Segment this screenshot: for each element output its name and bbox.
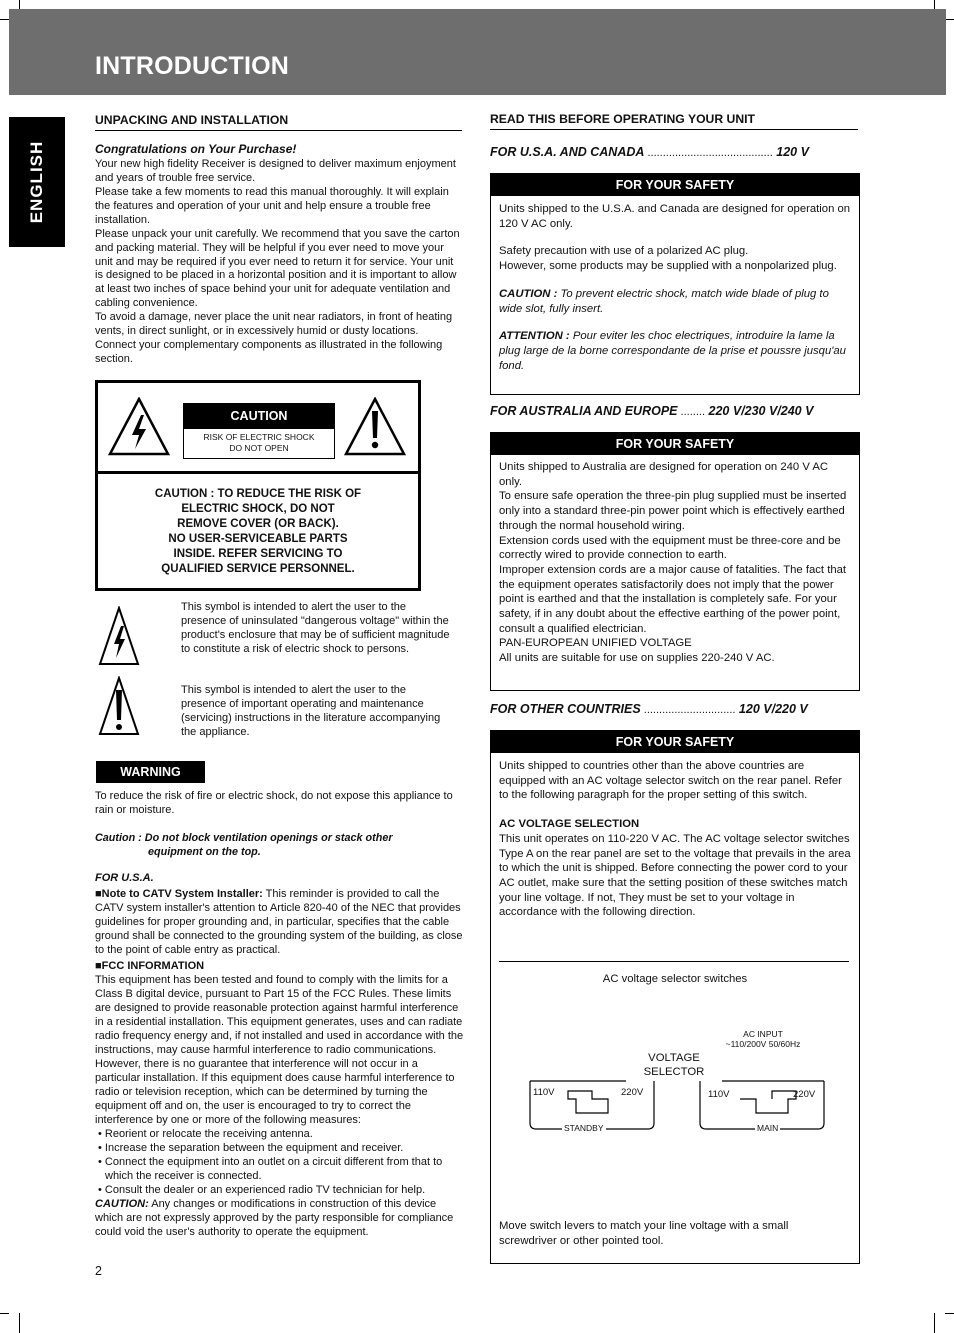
vent-caution: Caution : Do not block ventilation openings or stack other bbox=[95, 831, 393, 844]
safety-box-usa bbox=[490, 173, 860, 395]
symbol1-text: This symbol is intended to alert the user to the presence of uninsulated "dangerous voltage" within the product's enclosure that may be of sufficient magnitude to constitute a risk of electric shock to persons. bbox=[181, 601, 450, 655]
page-title: INTRODUCTION bbox=[95, 52, 290, 80]
voltage-selector-label bbox=[626, 1051, 722, 1079]
caution-label-sub: DO NOT OPEN bbox=[229, 443, 289, 453]
plug-caution bbox=[499, 287, 851, 316]
voltline-dots: ........ bbox=[677, 406, 706, 418]
caution-line: QUALIFIED SERVICE PERSONNEL. bbox=[161, 563, 355, 575]
intro-paragraph: Please unpack your unit carefully. We recommend that you save the carton and packing material. They will be helpful if you ever need to move your unit and may be required if you ever need to return it for service. Your unit is designed to be placed in a horizontal position and it is important to allow at least two inches of space behind your unit for adequate ventilation and cabling convenience. bbox=[95, 227, 460, 310]
language-tab bbox=[9, 117, 65, 247]
safety-text: PAN-EUROPEAN UNIFIED VOLTAGE bbox=[499, 637, 692, 650]
final-caution-label: CAUTION: bbox=[95, 1197, 149, 1210]
other-countries-line bbox=[490, 702, 856, 718]
catv-title: Note to CATV System Installer: bbox=[101, 888, 263, 901]
attention-text: Pour eviter les choc electriques, introduire la lame la plug large de la borne correspondante de la prise et poussre jusqu'au fond. bbox=[499, 330, 846, 372]
voltage-selector-line: VOLTAGE bbox=[648, 1052, 700, 1064]
vent-caution: equipment on the top. bbox=[148, 845, 261, 858]
safety-bar: FOR YOUR SAFETY bbox=[491, 174, 859, 196]
intro-paragraph: Your new high fidelity Receiver is designed to deliver maximum enjoyment and years of trouble free service. bbox=[95, 157, 456, 184]
voltline-dots: ......................................... bbox=[644, 147, 773, 159]
safety-text: Safety precaution with use of a polarized AC plug. bbox=[499, 245, 749, 258]
crop-mark bbox=[945, 1313, 954, 1314]
voltline-label: FOR U.S.A. AND CANADA bbox=[490, 145, 645, 159]
catv-text: This reminder is provided to call the CATV system installer's attention to Article 820-40 of the NEC that provides guidelines for proper grounding and, in particular, specifies that the cable ground shall be connected to the grounding system of the building, as close to the point of cable entry as practical. bbox=[95, 888, 463, 957]
right-heading-wrap bbox=[490, 112, 858, 130]
caution-label bbox=[183, 403, 335, 459]
voltline-volts: 220 V/230 V/240 V bbox=[705, 404, 814, 418]
crop-mark bbox=[934, 0, 935, 9]
crop-mark bbox=[19, 1313, 20, 1333]
ac-input-label bbox=[723, 1029, 803, 1049]
safety-box-other bbox=[490, 730, 860, 1264]
caution-line: NO USER-SERVICEABLE PARTS bbox=[168, 533, 348, 545]
language-label: ENGLISH bbox=[27, 140, 47, 224]
left-110v-label: 110V bbox=[533, 1087, 555, 1098]
ac-input-line: AC INPUT bbox=[743, 1029, 783, 1039]
diagram-caption: AC voltage selector switches bbox=[602, 973, 748, 985]
crop-mark bbox=[934, 1313, 935, 1333]
voltage-selector-line: SELECTOR bbox=[643, 1066, 705, 1078]
fcc-measure-text: Consult the dealer or an experienced radio TV technician for help. bbox=[104, 1183, 426, 1196]
safety-text: Improper extension cords are a major cause of fatalities. The fact that the equipment operates satisfactorily does not imply that the power point is earthed and that the installation is completely safe. For your safety, if in any doubt about the effective earthing of the power point, consult a qualified electrician. bbox=[499, 563, 847, 635]
caution-label-sub: RISK OF ELECTRIC SHOCK bbox=[203, 432, 315, 442]
safety-text: All units are suitable for use on supplies 220-240 V AC. bbox=[499, 652, 775, 665]
divider bbox=[499, 961, 849, 962]
fcc-measure-text: Reorient or relocate the receiving antenna. bbox=[104, 1127, 313, 1140]
aus-europe-line bbox=[490, 404, 856, 420]
safety-text: However, some products may be supplied with a nonpolarized plug. bbox=[499, 260, 837, 273]
fcc-measure-text: Increase the separation between the equipment and receiver. bbox=[104, 1141, 404, 1154]
caution-line: CAUTION : TO REDUCE THE RISK OF bbox=[154, 488, 362, 500]
exclamation-triangle-icon bbox=[344, 397, 406, 457]
warning-text: To reduce the risk of fire or electric shock, do not expose this appliance to rain or moisture. bbox=[95, 790, 453, 816]
safety-text: Units shipped to Australia are designed for operation on 240 V AC only. bbox=[499, 461, 829, 488]
safety-bar: FOR YOUR SAFETY bbox=[491, 433, 859, 455]
usa-canada-line bbox=[490, 145, 856, 161]
safety-text: Extension cords used with the equipment must be three-core and be correctly wired to provide connection to earth. bbox=[499, 534, 841, 562]
attention-note bbox=[499, 329, 851, 373]
final-caution-text: Any changes or modifications in construction of this device which are not expressly approved by the party responsible for compliance could void the user's authority to operate the equipment. bbox=[95, 1197, 454, 1238]
ac-selection-title: AC VOLTAGE SELECTION bbox=[499, 818, 640, 831]
right-220v-label: 220V bbox=[793, 1089, 816, 1100]
right-110v-label: 110V bbox=[708, 1089, 730, 1100]
left-220v-label: 220V bbox=[621, 1087, 644, 1098]
ac-selection-text: This unit operates on 110-220 V AC. The AC voltage selector switches Type A on the rear panel are set to the voltage that prevails in the area to which the unit is shipped. Before connecting the power cord to your AC outlet, make sure that the setting position of these switches match your line voltage. If not, They must be set to your voltage in accordance with the following direction. bbox=[499, 832, 851, 919]
caution-line: REMOVE COVER (OR BACK). bbox=[177, 518, 339, 530]
fcc-title: FCC INFORMATION bbox=[101, 960, 205, 973]
intro-paragraph: To avoid a damage, never place the unit near radiators, in front of heating vents, in direct sunlight, or in excessively humid or dusty locations. Connect your complementary components as illustrated in the following section. bbox=[95, 311, 453, 366]
caution-top bbox=[98, 383, 418, 474]
safety-text: To ensure safe operation the three-pin plug supplied must be inserted only into a standard three-pin power point which is effectively earthed through the normal household wiring. bbox=[499, 490, 847, 532]
caution-line: ELECTRIC SHOCK, DO NOT bbox=[181, 503, 335, 515]
crop-mark bbox=[19, 0, 20, 9]
plug-caution-label: CAUTION : bbox=[499, 287, 558, 300]
fcc-measure-text: Connect the equipment into an outlet on a circuit different from that to which the receiver is connected. bbox=[104, 1155, 443, 1182]
warning-label: WARNING bbox=[96, 761, 205, 783]
plug-caution-text: To prevent electric shock, match wide blade of plug to wide slot, fully insert. bbox=[499, 287, 829, 315]
voltage-selector-diagram bbox=[526, 1029, 826, 1133]
fcc-measure: • Consult the dealer or an experienced radio TV technician for help. bbox=[98, 1183, 426, 1196]
page-header bbox=[9, 9, 946, 95]
caution-box bbox=[95, 380, 421, 591]
caution-label-title: CAUTION bbox=[184, 404, 334, 429]
safety-bar: FOR YOUR SAFETY bbox=[491, 731, 859, 753]
attention-label: ATTENTION : bbox=[499, 330, 570, 343]
safety-text: Units shipped to countries other than the above countries are equipped with an AC voltage selector switch on the rear panel. Refer to the following paragraph for the proper setting of this switch. bbox=[499, 760, 842, 802]
voltline-dots: .............................. bbox=[640, 704, 736, 716]
square-bullet-icon: ■ bbox=[95, 960, 102, 973]
safety-box-australia bbox=[490, 432, 860, 691]
page-number: 2 bbox=[95, 1264, 102, 1278]
warning-section bbox=[95, 790, 465, 1240]
standby-label: STANDBY bbox=[564, 1123, 604, 1133]
for-usa-heading: FOR U.S.A. bbox=[95, 872, 154, 885]
left-column bbox=[95, 113, 462, 367]
voltline-label: FOR AUSTRALIA AND EUROPE bbox=[490, 404, 678, 418]
unpacking-heading: UNPACKING AND INSTALLATION bbox=[95, 113, 462, 131]
symbol2-text: This symbol is intended to alert the user to the presence of important operating and maintenance (servicing) instructions in the literature accompanying the appliance. bbox=[181, 684, 441, 738]
square-bullet-icon: ■ bbox=[95, 888, 102, 901]
safety-text: Units shipped to the U.S.A. and Canada are designed for operation on 120 V AC only. bbox=[499, 203, 851, 230]
voltline-volts: 120 V/220 V bbox=[735, 702, 808, 716]
crop-mark bbox=[0, 19, 9, 20]
read-before-heading: READ THIS BEFORE OPERATING YOUR UNIT bbox=[490, 112, 858, 130]
crop-mark bbox=[945, 19, 954, 20]
diagram-footer: Move switch levers to match your line voltage with a small screwdriver or other pointed tool. bbox=[499, 1220, 789, 1247]
voltline-label: FOR OTHER COUNTRIES bbox=[490, 702, 641, 716]
fcc-measure: • Connect the equipment into an outlet on a circuit different from that to which the receiver is connected. bbox=[98, 1155, 443, 1182]
lightning-triangle-icon bbox=[98, 606, 140, 666]
caution-text bbox=[98, 487, 418, 577]
ac-input-line: ~110/200V 50/60Hz bbox=[725, 1039, 801, 1049]
caution-line: INSIDE. REFER SERVICING TO bbox=[173, 548, 343, 560]
final-caution bbox=[95, 1198, 465, 1240]
lightning-triangle-icon bbox=[108, 397, 170, 457]
fcc-heading bbox=[95, 960, 465, 974]
voltline-volts: 120 V bbox=[772, 145, 809, 159]
congrats-title: Congratulations on Your Purchase! bbox=[95, 142, 297, 157]
main-label: MAIN bbox=[757, 1123, 779, 1133]
fcc-text: This equipment has been tested and found to comply with the limits for a Class B digital device, pursuant to Part 15 of the FCC Rules. These limits are designed to provide reasonable protection against harmful interference in a residential installation. This equipment generates, uses and can radiate radio frequency energy and, if not installed and used in accordance with the instructions, may cause harmful interference to radio communications. However, there is no guarantee that interference will not occur in a particular installation. If this equipment does cause harmful interference to radio or television reception, which can be determined by turning the equipment off and on, the user is encouraged to try to correct the interference by one or more of the following measures: bbox=[95, 974, 464, 1126]
catv-note bbox=[95, 888, 465, 958]
fcc-measure: • Reorient or relocate the receiving antenna. bbox=[98, 1127, 313, 1140]
crop-mark bbox=[0, 1313, 9, 1314]
intro-paragraph: Please take a few moments to read this manual thoroughly. It will explain the features and operation of your unit and help ensure a trouble free installation. bbox=[95, 185, 449, 226]
fcc-measure: • Increase the separation between the equipment and receiver. bbox=[98, 1141, 404, 1154]
exclamation-triangle-icon bbox=[98, 676, 140, 736]
